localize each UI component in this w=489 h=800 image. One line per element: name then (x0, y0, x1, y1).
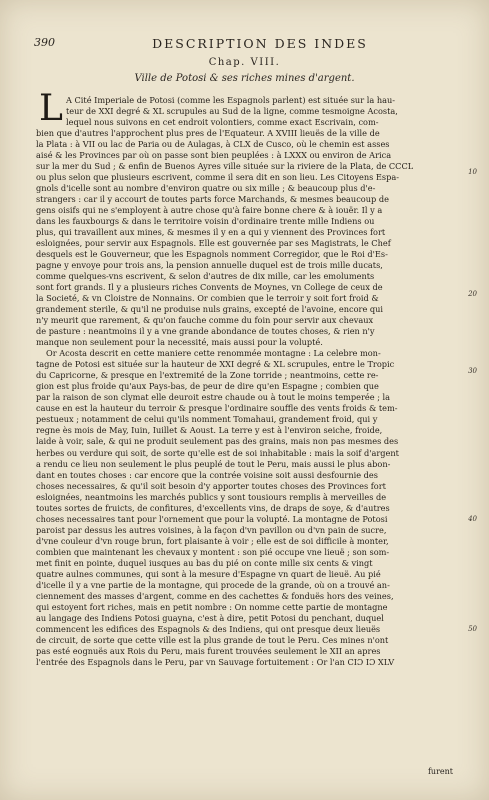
text-line: esloignées, neantmoins les marchés publics y sont tousiours remplis à merveilles de (36, 491, 387, 502)
text-line: ou plus selon que plusieurs escrivent, comme il sera dit en son lieu. Les Citoyens Espa- (36, 172, 399, 183)
text-line: a rendu ce lieu non seulement le plus peuplé de tout le Peru, mais aussi le plus abon- (36, 458, 391, 469)
text-line: pestueux ; notamment de celui qu'ils nomment Tomahaui, grandement froid, qui y (36, 414, 378, 425)
text-line: ciennement des masses d'argent, comme en des cachettes & fonduës hors des veines, (36, 590, 394, 601)
text-line: pas esté eognuës aux Rois du Peru, mais furent trouvées seulement le XII an apres (36, 645, 381, 656)
text-line: la Plata : à VII ou lac de Paria ou de Aulagas, à CLX de Cusco, où le chemin est asses (36, 139, 390, 150)
text-line: laide à voir, sale, & qui ne produit seulement pas des grains, mais non pas mesmes des (36, 436, 399, 447)
text-line: l'entrée des Espagnols dans le Peru, par vn Sauvage fortuitement : Or l'an CIƆ IƆ XLV (36, 656, 395, 667)
text-line: choses necessaires, & qu'il soit besoin d'y apporter toutes choses des Provinces fort (36, 480, 386, 491)
text-line: au langage des Indiens Potosi guayna, c'est à dire, petit Potosi du penchant, duquel (36, 612, 384, 623)
text-body (36, 95, 450, 668)
text-line: desquels est le Gouverneur, que les Espagnols nomment Corregidor, que le Roi d'Es- (36, 249, 388, 260)
text-line: plus, qui travaillent aux mines, & mesmes il y en a qui y viennent des Provinces fort (36, 227, 386, 238)
text-line: gnols d'icelle sont au nombre d'environ quatre ou six mille ; & beaucoup plus d'e- (36, 183, 376, 194)
text-line: lequel nous suivons en cet endroit volontiers, comme exact Escrivain, com- (66, 117, 379, 128)
text-line: comme quelques-vns escrivent, & selon d'autres de dix mille, car les emoluments (36, 271, 375, 282)
chapter-label: Chap. VIII. (208, 57, 281, 68)
text-line: sont fort grands. Il y a plusieurs riches Convents de Moynes, vn College de ceux de (36, 282, 383, 293)
running-header (0, 36, 489, 52)
text-line: combien que maintenant les chevaux y montent : son pié occupe vne lieuë ; son som- (36, 546, 390, 557)
margin-note: 10 (468, 168, 477, 176)
text-line: commencent les edifices des Espagnols & des Indiens, qui ont presque deux lieuës (36, 623, 381, 634)
text-line: regne ès mois de May, Iuin, Iuillet & Aoust. La terre y est à l'environ seiche, froide, (36, 425, 383, 436)
text-line: herbes ou verdure qui soit, de sorte qu'elle est de soi inhabitable : mais la soif d'argent (36, 447, 399, 458)
text-line: par la raison de son clymat elle deuroit estre chaude ou à tout le moins temperée ; la (36, 392, 391, 403)
text-line: Or Acosta descrit en cette maniere cette renommée montagne : La celebre mon- (46, 348, 381, 359)
text-line: A Cité Imperiale de Potosi (comme les Espagnols parlent) est située sur la hau- (66, 95, 396, 105)
text-line: de pasture : neantmoins il y a vne grande abondance de toutes choses, & rien n'y (36, 326, 375, 337)
text-line: d'vne couleur d'vn rouge brun, fort plaisante à voir ; elle est de soi difficile à monter, (36, 535, 389, 546)
text-line: paroist par dessus les autres voisines, à la façon d'vn pavillon ou d'vn pain de sucre, (36, 524, 387, 535)
text-line: tagne de Potosi est située sur la hauteur de XXI degré & XL scrupules, entre le Tropic (36, 359, 395, 370)
margin-note: 50 (468, 625, 477, 633)
text-line: manque non seulement pour la necessité, mais aussi pour la volupté. (36, 337, 323, 348)
text-line: choses necessaires tant pour l'ornement que pour la volupté. La montagne de Potosi (36, 513, 388, 524)
catchword: furent (427, 767, 453, 776)
text-line: n'y meurit que rarement, & qu'on fauche comme du foin pour servir aux chevaux (36, 315, 374, 326)
text-line: du Capricorne, & presque en l'extremité de la Zone torride ; neantmoins, cette re- (36, 370, 379, 381)
text-line: dans les fauxbourgs & dans le territoire voisin d'ordinaire trente mille Indiens ou (36, 216, 375, 227)
text-line: la Societé, & vn Cloistre de Nonnains. Or combien que le terroir y soit fort froid & (36, 293, 379, 304)
text-line: pagne y envoye pour trois ans, la pension annuelle duquel est de trois mille ducats, (36, 260, 383, 271)
text-line: bien que d'autres l'approchent plus pres de l'Equateur. A XVIII lieuës de la ville de (36, 128, 380, 139)
margin-note: 20 (468, 290, 477, 298)
text-line: gens oisifs qui ne s'employent à autre chose qu'à faire bonne chere & à iouër. Il y a (36, 205, 383, 216)
text-line: toutes sortes de fruicts, de confitures, d'excellents vins, de draps de soye, & d'autres (36, 502, 390, 513)
text-line: strangers : car il y accourt de toutes parts force Marchands, & mesmes beaucoup de (36, 194, 389, 205)
text-line: quatre aulnes communes, qui sont à la mesure d'Espagne vn quart de lieuë. Au pié (36, 568, 381, 579)
text-line: qui estoyent fort riches, mais en petit nombre : On nomme cette partie de montagne (36, 601, 388, 612)
text-line: aisé & les Provinces par où on passe sont bien peuplées : à LXXX ou environ de Arica (36, 150, 392, 161)
text-line: gion est plus froide qu'aux Pays-bas, de peur de dire qu'en Espagne ; combien que (36, 381, 379, 392)
page-number: 390 (34, 36, 55, 49)
text-line: teur de XXI degré & XL scrupules au Sud de la ligne, comme tesmoigne Acosta, (66, 106, 398, 117)
text-line: de circuit, de sorte que cette ville est la plus grande de tout le Peru. Ces mines n'ont (36, 634, 389, 645)
drop-cap: L (39, 88, 63, 129)
text-line: sur la mer du Sud ; & enfin de Buenos Ayres ville située sur la riviere de la Plata, de CCCL (36, 161, 414, 172)
running-title: DESCRIPTION DES INDES (152, 36, 368, 51)
text-line: grandement sterile, & qu'il ne produise nuls grains, excepté de l'avoine, encore qui (36, 304, 384, 315)
chapter-subtitle: Ville de Potosi & ses riches mines d'argent. (134, 73, 355, 84)
margin-note: 30 (468, 367, 477, 375)
text-line: met finit en pointe, duquel iusques au bas du pié on conte mille six cents & vingt (36, 557, 373, 568)
text-line: dant en toutes choses : car encore que la contrée voisine soit aussi desfournie des (36, 469, 378, 480)
text-line: cause en est la hauteur du terroir & presque l'ordinaire souffle des vents froids & tem- (36, 403, 398, 414)
text-line: d'icelle il y a vne partie de la montagne, qui procede de la grande, où on a trouvé an- (36, 579, 390, 590)
text-line: esloignées, pour servir aux Espagnols. Elle est gouvernée par ses Magistrats, le Chef (36, 238, 391, 249)
margin-note: 40 (468, 515, 477, 523)
